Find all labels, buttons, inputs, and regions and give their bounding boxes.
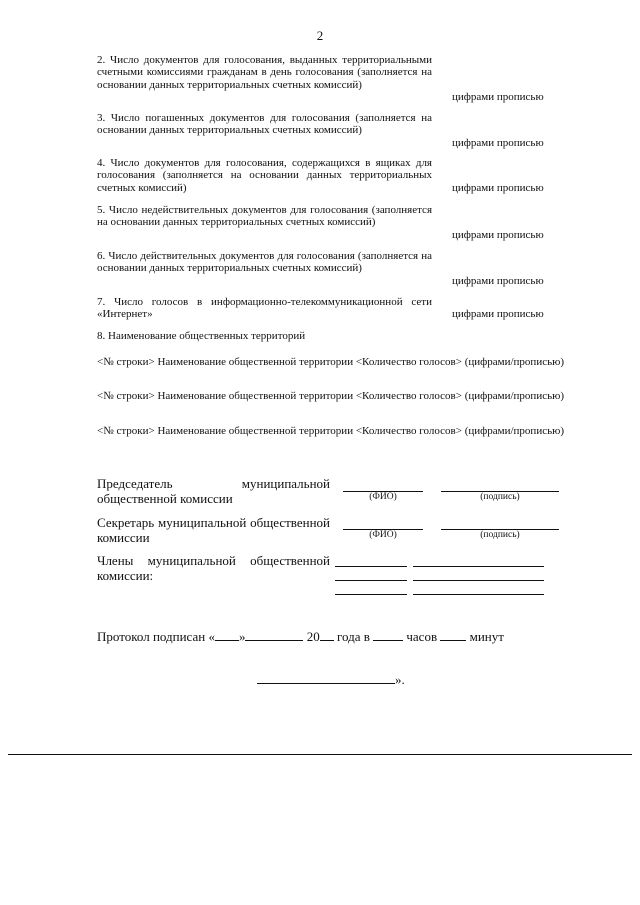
footer-rule [8,754,632,755]
member-fio-line [335,594,407,595]
hours-blank [373,628,403,641]
minutes-blank [440,628,466,641]
member-fio-line [335,580,407,581]
item-2-format: цифрами прописью [452,91,544,103]
item-6-text: 6. Число действительных документов для голосования (заполняется на основании данных территориальных счетных комиссий) [97,250,432,275]
members-label: Члены муниципальной общественной комиссии: [97,553,330,583]
protocol-signed-line [97,628,504,645]
item-4-format: цифрами прописью [452,182,544,194]
territory-line: <№ строки> Наименование общественной территории <Количество голосов> (цифрами/прописью) [97,356,564,368]
item-5-format: цифрами прописью [452,229,544,241]
month-blank [245,628,303,641]
protocol-text: Протокол подписан « [97,629,215,644]
chairman-fio-caption: (ФИО) [369,492,397,502]
chairman-label: Председатель муниципальной общественной комиссии [97,476,330,506]
item-2-text: 2. Число документов для голосования, выданных территориальными счетными комиссиями гражданам в день голосования (заполняется на основании данных территориальных счетных комиссий) [97,54,432,91]
protocol-text: часов [403,629,441,644]
item-3-text: 3. Число погашенных документов для голосования (заполняется на основании данных территориальных счетных комиссий) [97,112,432,137]
item-4-text: 4. Число документов для голосования, содержащихся в ящиках для голосования (заполняется на основании данных территориальных счетных комиссий) [97,157,432,194]
item-5-text: 5. Число недействительных документов для голосования (заполняется на основании данных территориальных счетных комиссий) [97,204,432,229]
secretary-label: Секретарь муниципальной общественной комиссии [97,515,330,545]
year-blank [320,628,334,641]
closing-line [257,671,405,688]
item-7-text: 7. Число голосов в информационно-телекоммуникационной сети «Интернет» [97,296,432,321]
secretary-fio-caption: (ФИО) [369,530,397,540]
protocol-text: 20 [303,629,320,644]
item-7-format: цифрами прописью [452,308,544,320]
secretary-sign-caption: (подпись) [480,530,520,540]
protocol-text: года в [333,629,374,644]
member-sign-line [413,594,544,595]
member-sign-line [413,566,544,567]
closing-quote: ». [395,672,405,687]
page-number: 2 [316,28,324,43]
protocol-text: минут [466,629,504,644]
item-3-format: цифрами прописью [452,137,544,149]
territory-line: <№ строки> Наименование общественной территории <Количество голосов> (цифрами/прописью) [97,425,564,437]
item-6-format: цифрами прописью [452,275,544,287]
territory-line: <№ строки> Наименование общественной территории <Количество голосов> (цифрами/прописью) [97,390,564,402]
protocol-text: » [238,629,246,644]
closing-blank [257,671,395,684]
day-blank [215,628,239,641]
member-fio-line [335,566,407,567]
territories-heading: 8. Наименование общественных территорий [97,330,306,342]
member-sign-line [413,580,544,581]
chairman-sign-caption: (подпись) [480,492,520,502]
